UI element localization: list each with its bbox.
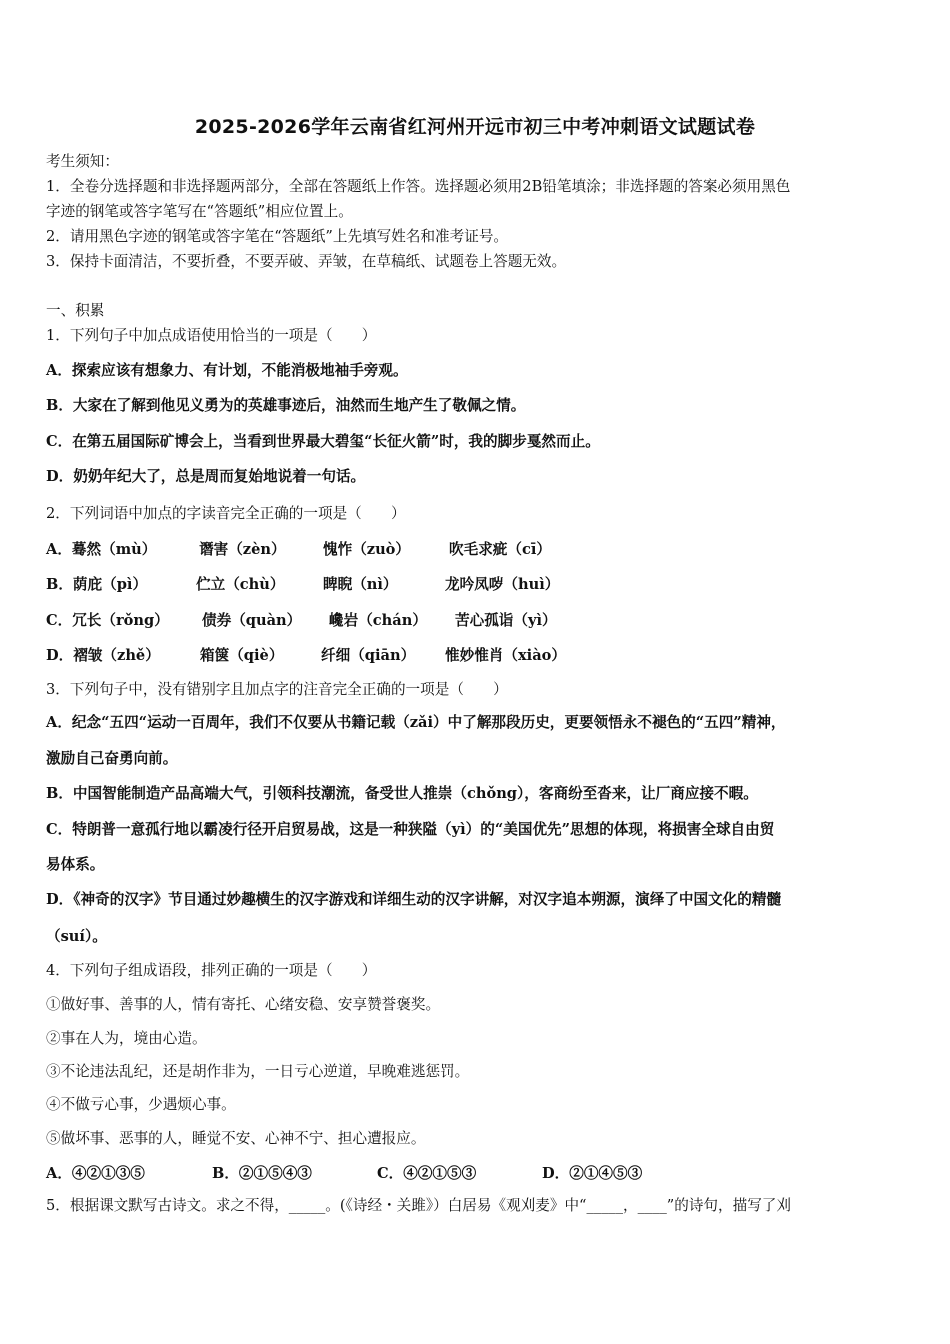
question-2-d-word-3: 纤细（qiān） [321,647,416,664]
question-2-a-word-3: 愧怍（zuò） [323,541,411,558]
question-4-sentence-2: ②事在人为，境由心造。 [46,1030,207,1047]
question-2-c-word-1: C．冗长（rǒng） [46,612,169,629]
question-2-c-word-2: 债券（quàn） [202,612,302,629]
question-2-d-word-4: 惟妙惟肖（xiào） [445,647,566,664]
question-2-a-word-2: 谮害（zèn） [199,541,286,558]
question-2-a-word-4: 吹毛求疵（cī） [449,541,551,558]
question-4-option-c: C．④②①⑤③ [377,1165,477,1182]
question-4-sentence-5: ⑤做坏事、恶事的人，睡觉不安、心神不宁、担心遭报应。 [46,1130,426,1147]
question-3-option-a-line-2: 激励自己奋勇向前。 [46,750,178,767]
question-3-option-c-line-2: 易体系。 [46,856,105,873]
notice-heading: 考生须知： [46,153,119,170]
question-3-option-a-line-1: A．纪念“五四“运动一百周年，我们不仅要从书籍记载（zǎi）中了解那段历史，更要领悟永不褪色的“五四”精神， [46,714,786,731]
question-1-option-a: A．探索应该有想象力、有计划，不能消极地袖手旁观。 [46,362,408,379]
section-heading: 一、积累 [46,302,105,319]
question-3-option-d-line-1: D．《神奇的汉字》节目通过妙趣横生的汉字游戏和详细生动的汉字讲解，对汉字追本朔源，演绎了中国文化的精髓 [46,891,782,908]
question-4-option-b: B．②①⑤④③ [212,1165,312,1182]
question-2-b-word-1: B．荫庇（pì） [46,576,148,593]
question-3-option-d-line-2: （suí）。 [46,928,107,945]
question-2-d-word-1: D．褶皱（zhě） [46,647,160,664]
question-3-option-b: B．中国智能制造产品高端大气，引领科技潮流，备受世人推崇（chǒng），客商纷至沓来，让厂商应接不暇。 [46,785,758,802]
question-2-stem: 2．下列词语中加点的字读音完全正确的一项是（ ） [46,505,406,522]
question-4-sentence-4: ④不做亏心事，少遇烦心事。 [46,1096,236,1113]
question-4-option-a: A．④②①③⑤ [46,1165,145,1182]
question-2-c-word-3: 巉岩（chán） [329,612,427,629]
question-1-stem: 1．下列句子中加点成语使用恰当的一项是（ ） [46,327,377,344]
question-3-option-c-line-1: C．特朗普一意孤行地以霸凌行径开启贸易战，这是一种狭隘（yì）的“美国优先”思想的体现，将损害全球自由贸 [46,821,775,838]
question-2-c-word-4: 苦心孤诣（yì） [455,612,557,629]
notice-item-1-line-1: 1．全卷分选择题和非选择题两部分，全部在答题纸上作答。选择题必须用2B铅笔填涂；非选择题的答案必须用黑色 [46,178,791,195]
notice-item-3: 3．保持卡面清洁，不要折叠，不要弄破、弄皱，在草稿纸、试题卷上答题无效。 [46,253,567,270]
question-2-a-word-1: A．蓦然（mù） [46,541,157,558]
notice-item-2: 2．请用黑色字迹的钢笔或答字笔在“答题纸”上先填写姓名和准考证号。 [46,228,509,245]
question-1-option-d: D．奶奶年纪大了，总是周而复始地说着一句话。 [46,468,366,485]
question-2-d-word-2: 箱箧（qiè） [200,647,284,664]
question-1-option-c: C．在第五届国际矿博会上，当看到世界最大碧玺“长征火箭”时，我的脚步戛然而止。 [46,433,600,450]
question-2-b-word-3: 睥睨（nì） [323,576,398,593]
question-2-b-word-2: 伫立（chù） [196,576,285,593]
question-4-sentence-1: ①做好事、善事的人，情有寄托、心绪安稳、安享赞誉褒奖。 [46,996,441,1013]
notice-item-1-line-2: 字迹的钢笔或答字笔写在“答题纸”相应位置上。 [46,203,353,220]
question-5-stem: 5．根据课文默写古诗文。求之不得，_____。(《诗经・关雎》）白居易《观刈麦》中“_____，____”的诗句，描写了刈 [46,1197,791,1214]
page-title: 2025-2026学年云南省红河州开远市初三中考冲刺语文试题试卷 [194,116,756,138]
question-1-option-b: B．大家在了解到他见义勇为的英雄事迹后，油然而生地产生了敬佩之情。 [46,397,526,414]
question-3-stem: 3．下列句子中，没有错别字且加点字的注音完全正确的一项是（ ） [46,681,508,698]
question-2-b-word-4: 龙吟凤哕（huì） [445,576,560,593]
question-4-stem: 4．下列句子组成语段，排列正确的一项是（ ） [46,962,377,979]
question-4-sentence-3: ③不论违法乱纪，还是胡作非为，一日亏心逆道，早晚难逃惩罚。 [46,1063,470,1080]
question-4-option-d: D．②①④⑤③ [542,1165,643,1182]
